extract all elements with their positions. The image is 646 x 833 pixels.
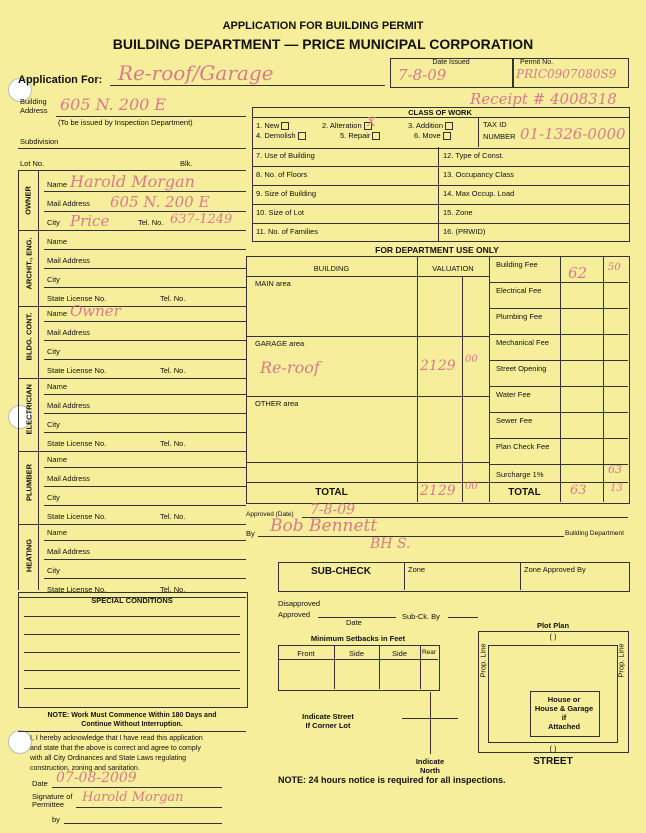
alteration-check-mark: X [367, 115, 376, 129]
application-for-label: Application For: [18, 74, 103, 86]
section-label-2: ELECTRICIAN [24, 384, 34, 435]
garage-valuation: 2129 [420, 358, 456, 374]
section-label-4: HEATING [24, 538, 34, 573]
section-label-0: ARCHIT., ENG. [24, 237, 34, 290]
owner-tel-value: 637-1249 [170, 212, 233, 227]
special-conditions-box [18, 592, 248, 708]
form-title: APPLICATION FOR BUILDING PERMIT [222, 20, 424, 32]
garage-description: Re-roof [260, 358, 320, 377]
new-checkbox[interactable] [281, 122, 289, 130]
permit-no-value: PRIC0907080S9 [516, 67, 617, 81]
street-label: STREET [533, 756, 573, 767]
fee-label-4: Street Opening [496, 364, 547, 373]
form-subtitle: BUILDING DEPARTMENT — PRICE MUNICIPAL CORPORATION [112, 36, 534, 52]
lot-label: Lot No. [20, 159, 45, 168]
building-address-value: 605 N. 200 E [60, 95, 167, 114]
special-conditions-title: SPECIAL CONDITIONS [91, 596, 173, 605]
other-area-label: OTHER area [255, 399, 299, 408]
owner-city-value: Price [70, 212, 110, 230]
fee-total-label: TOTAL [508, 487, 541, 498]
section-label-1: BLDG. CONT. [24, 312, 34, 361]
surcharge-value: 63 [608, 463, 622, 476]
application-for-value: Re-roof/Garage [118, 61, 274, 85]
repair-checkbox[interactable] [372, 132, 380, 140]
subcheck-title: SUB-CHECK [311, 566, 371, 577]
surcharge-label: Surcharge 1% [496, 470, 544, 479]
north-indicator-vertical [430, 692, 431, 754]
fee-label-0: Building Fee [496, 260, 538, 269]
work-commence-note: NOTE: Work Must Commence Within 180 Days and [47, 712, 217, 719]
approved-date-label: Approved (Date) [246, 511, 294, 518]
owner-name-value: Harold Morgan [70, 172, 195, 191]
date-issued-value: 7-8-09 [398, 66, 447, 84]
demolish-checkbox[interactable] [298, 132, 306, 140]
section-name-value-1: Owner [70, 302, 121, 320]
tax-id-label: TAX ID [483, 120, 507, 129]
valuation-total-label: TOTAL [315, 487, 348, 498]
punch-hole-bottom [8, 730, 32, 754]
fee-label-6: Sewer Fee [496, 416, 533, 425]
main-area-label: MAIN area [255, 279, 291, 288]
tax-number-label: NUMBER [483, 132, 516, 141]
move-checkbox[interactable] [443, 132, 451, 140]
fee-label-1: Electrical Fee [496, 286, 542, 295]
acknowledge-text: I, I hereby acknowledge that I have read this application [30, 735, 203, 742]
blk-label: Blk. [180, 159, 193, 168]
plot-plan-title: Plot Plan [536, 621, 570, 630]
building-address-label: Building [20, 97, 47, 106]
building-fee-value: 62 [568, 264, 588, 282]
class-of-work-title: CLASS OF WORK [408, 108, 472, 117]
permittee-signature: Harold Morgan [82, 790, 184, 805]
addition-checkbox[interactable] [445, 122, 453, 130]
dept-use-title: FOR DEPARTMENT USE ONLY [375, 245, 499, 255]
fee-label-2: Plumbing Fee [496, 312, 543, 321]
inspection-notice: NOTE: 24 hours notice is required for all inspections. [278, 775, 506, 785]
permittee-date: 07-08-2009 [56, 770, 137, 786]
date-issued-label: Date Issued [432, 59, 470, 66]
fee-label-3: Mechanical Fee [496, 338, 549, 347]
garage-area-label: GARAGE area [255, 339, 305, 348]
permit-no-label: Permit No. [520, 59, 554, 66]
section-label-3: PLUMBER [24, 463, 34, 502]
owner-mail-value: 605 N. 200 E [110, 193, 210, 211]
dept-use-table [246, 256, 630, 504]
approved-by-initials: BH S. [370, 536, 411, 552]
setbacks-title: Minimum Setbacks in Feet [310, 634, 406, 643]
approved-by-signature: Bob Bennett [270, 516, 378, 536]
north-indicator-horizontal [402, 718, 458, 719]
fee-label-5: Water Fee [496, 390, 531, 399]
prop-line-right: Prop. Line [616, 643, 626, 678]
approved-date-value: 7-8-09 [310, 502, 356, 518]
receipt-number: Receipt # 4008318 [470, 90, 617, 108]
fee-total-value: 63 [570, 483, 587, 498]
valuation-total: 2129 [420, 483, 456, 499]
fee-label-7: Plan Check Fee [496, 442, 550, 451]
issued-note: (To be issued by Inspection Department) [58, 118, 193, 127]
owner-section-label: OWNER [23, 186, 33, 215]
subdivision-label: Subdivision [20, 137, 59, 146]
tax-number-value: 01-1326-0000 [520, 125, 626, 143]
prop-line-left: Prop. Line [478, 643, 488, 678]
